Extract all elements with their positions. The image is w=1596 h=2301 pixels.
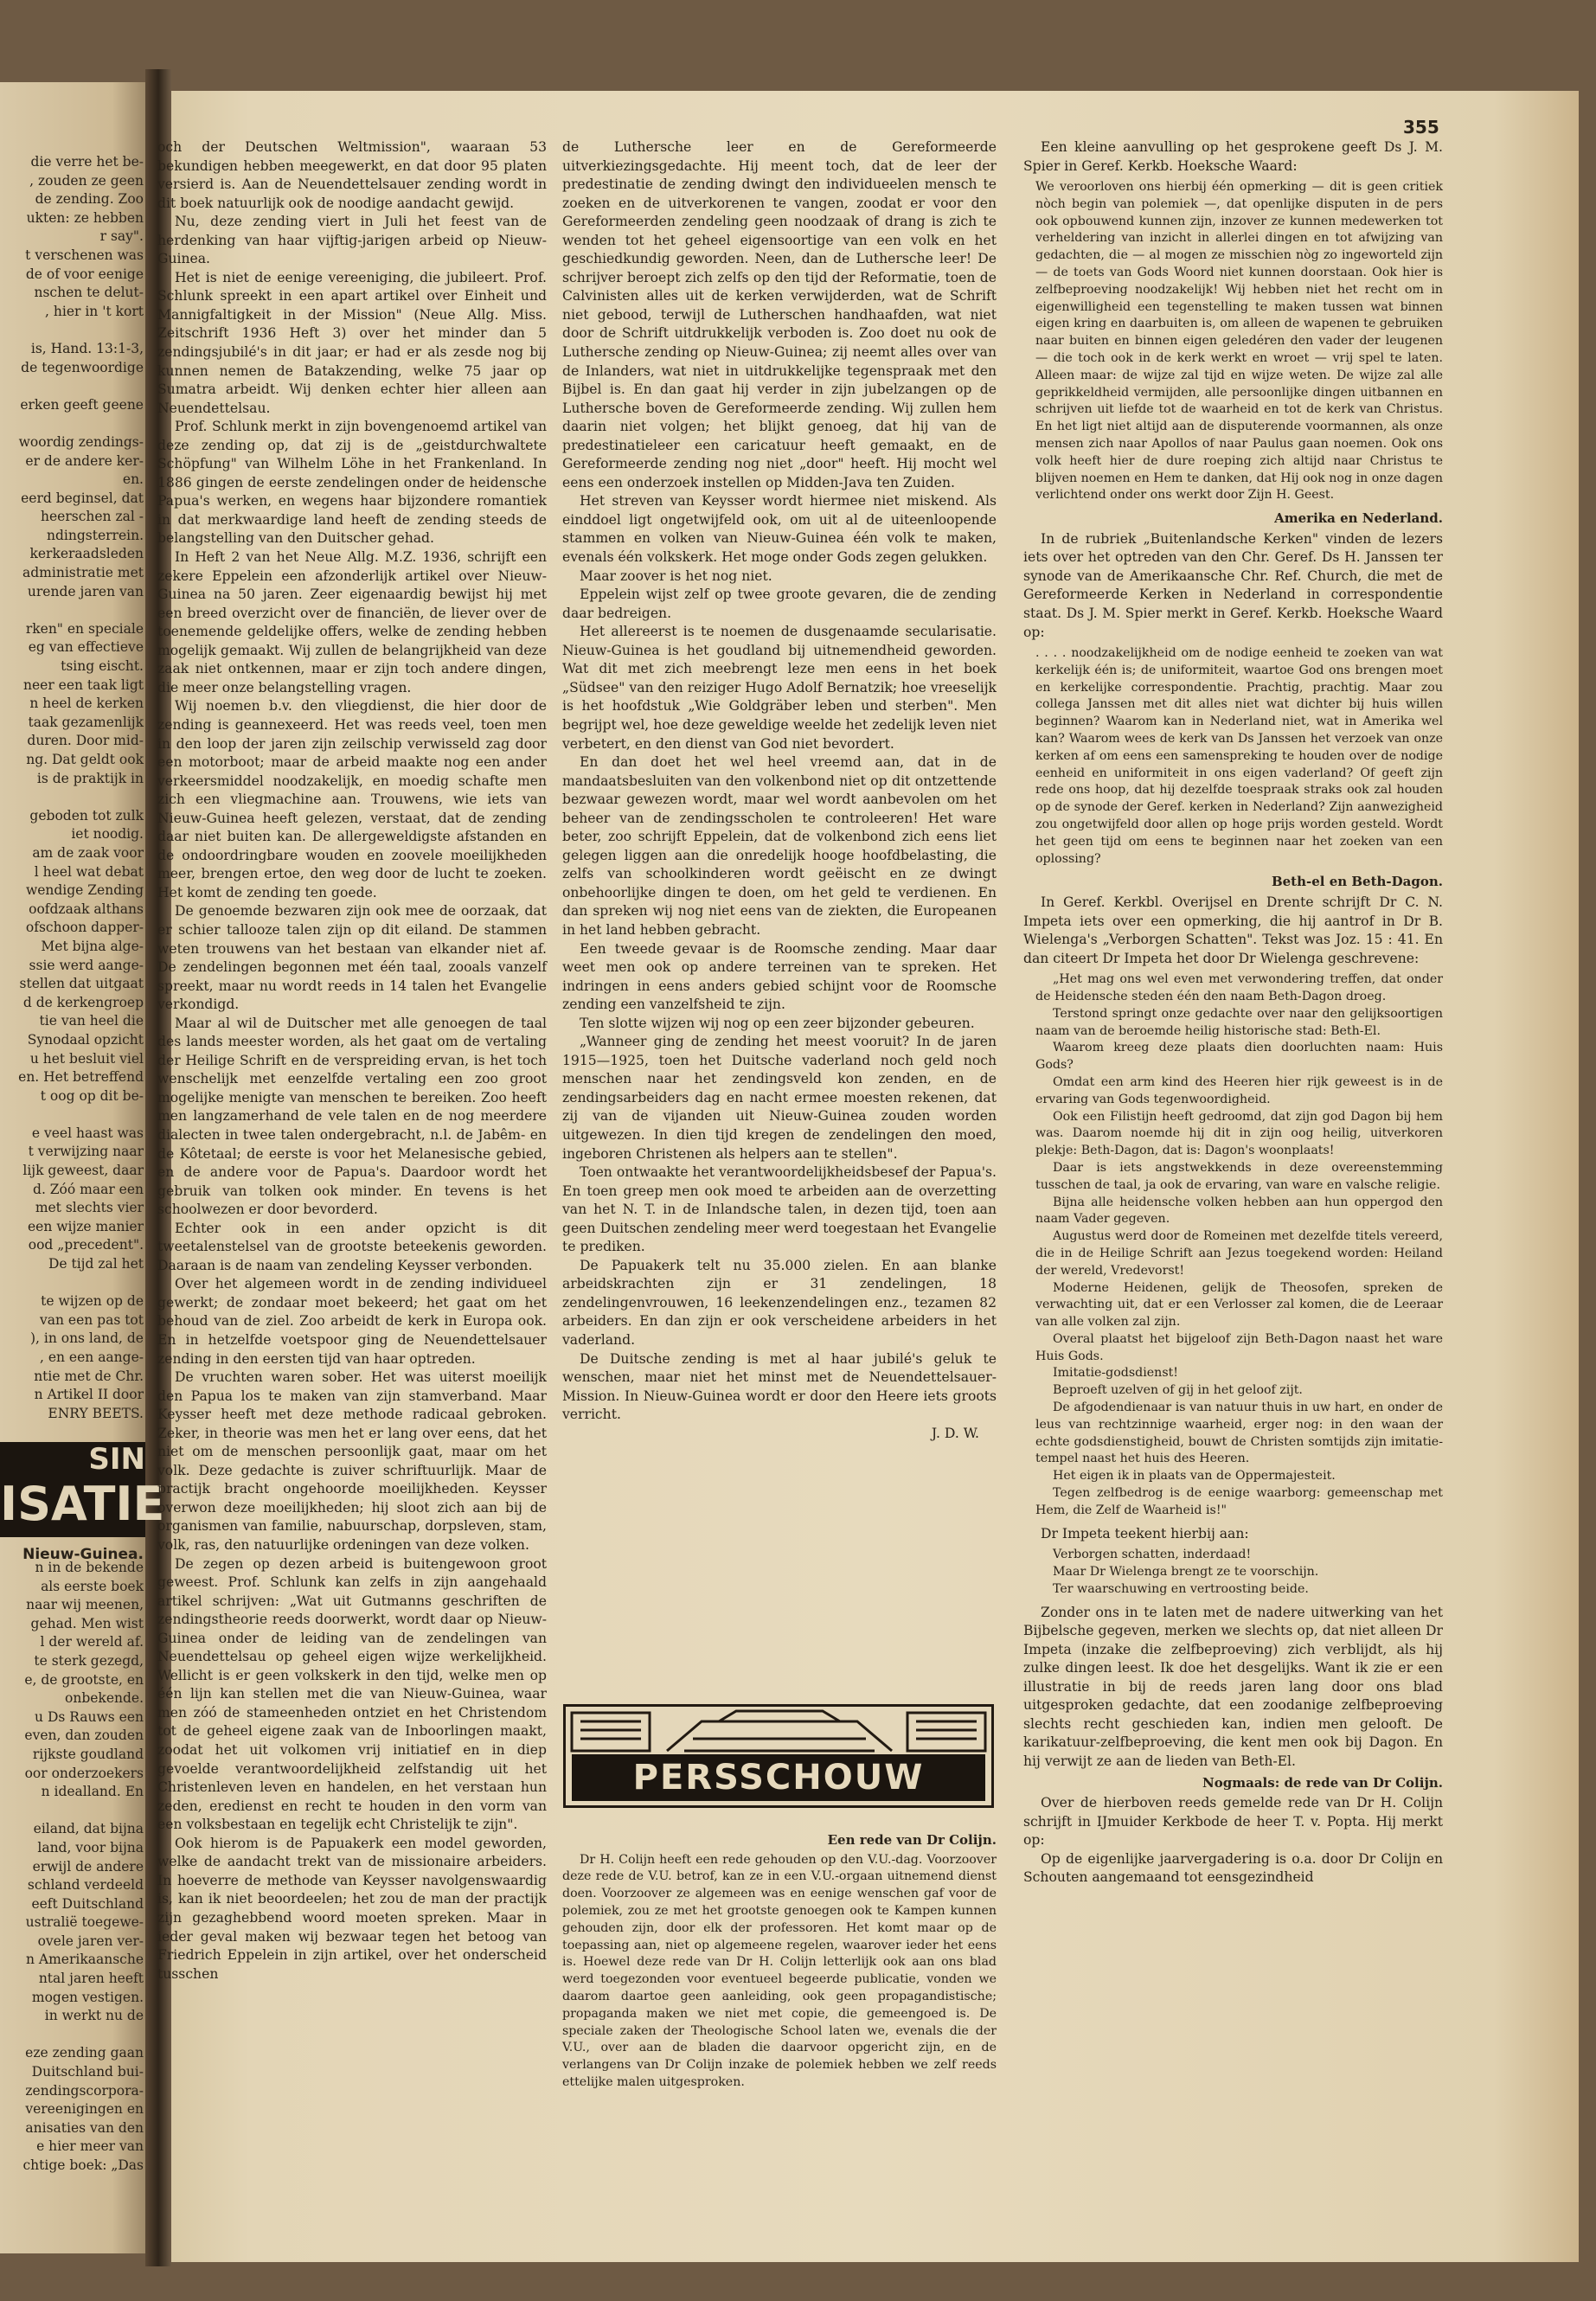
text-fragment: l der wereld af. (40, 1634, 144, 1650)
quote-line: Maar Dr Wielenga brengt ze te voorschijn. (1053, 1565, 1319, 1579)
text-fragment (0, 601, 144, 620)
text-fragment: e veel haast was (31, 1125, 144, 1141)
text-fragment: , en een aange- (40, 1349, 144, 1365)
paragraph: Ten slotte wijzen wij nog op een zeer bijzonder gebeuren. (580, 1015, 975, 1031)
text-fragment: u Ds Rauws een (35, 1708, 144, 1725)
paragraph: Zonder ons in te laten met de nadere uitwerking van het Bijbelsche gegeven, merken we slechts op, dat niet alleen Dr Impeta (inzake die zelfbeproeving) zich verblijdt, als hij zulke dingen leest. Ik doe het desgelijks. Want ik zie er een illustratie in bij de reeds jaren lang door ons blad uitgesproken gedachte, dat een zoodanige zelfbeproeving slechts recht geschieden kan, indien men gelooft. De karikatuur-zelfbeproeving, die kent men ook bij Dagon. En hij verwijt ze aan de lieden van Beth-El. (1023, 1604, 1443, 1769)
paragraph: De zegen op dezen arbeid is buitengewoon groot geweest. Prof. Schlunk kan zelfs in zijn aangehaald artikel schrijven: „Wat uit Gutmanns geschriften de zendingstheorie reeds doorwerkt, wordt daar op Nieuw-Guinea onder de leiding van de zendelingen van Neuendettelsau op geheel eigen wijze werkelijkheid. Wellicht is er geen volkskerk in den tijd, welke men op één lijn kan stellen met die van Nieuw-Guinea, waar men zóó de stameenheden ontziet en het Christendom tot de geheel eigene zaak van de Inboorlingen maakt, zoodat het uit volkomen vrij initiatief en in diep gevoelde verantwoordelijkheid zelfstandig uit het Christenleven leven en handelen, en het verstaan hun zeden, eredienst en recht te houden in den vorm van een volksbestaan en tegelijk echt Christelijk te zijn". (157, 1555, 547, 1833)
text-fragment: eiland, dat bijna (33, 1821, 144, 1837)
text-fragment: woordig zendings- (18, 433, 144, 450)
text-fragment: iet noodig. (71, 826, 144, 843)
text-fragment: lijk geweest, daar (22, 1163, 144, 1179)
quote-line: Augustus werd door de Romeinen met dezelfde titels vereerd, die in de Heilige Schrift aan Jezus toegekend worden: Heiland der wereld, Vredevorst! (1035, 1229, 1443, 1278)
paragraph: Maar zoover is het nog niet. (580, 567, 772, 584)
text-fragment: tie van heel die (39, 1013, 144, 1029)
quote-line: Bijna alle heidensche volken hebben aan hun oppergod den naam Vader gegeven. (1035, 1195, 1443, 1227)
paragraph: De genoemde bezwaren zijn ook mee de oorzaak, dat er schier tallooze talen zijn op dit eiland. De stammen weten trouwens van het bestaan van elkander niet af. De zendelingen begonnen met één taal, zooals vanzelf spreekt, maar nu wordt reeds in 14 talen het Evangelie verkondigd. (157, 903, 547, 1013)
text-fragment: d. Zóó maar een (33, 1181, 144, 1197)
text-fragment: ng. Dat geldt ook (26, 752, 144, 767)
text-fragment: ukten: ze hebben (26, 209, 144, 226)
text-fragment: als eerste boek (41, 1578, 144, 1594)
text-fragment: anisaties van den (25, 2119, 144, 2136)
text-fragment: ntie met de Chr. (34, 1368, 144, 1384)
left-masthead: SIN ISATIE (0, 1442, 145, 1537)
quote-line: Verborgen schatten, inderdaad! (1053, 1548, 1252, 1562)
text-fragment: zendingscorpora- (25, 2082, 144, 2099)
column-2 (562, 138, 997, 1443)
text-fragment (0, 377, 144, 396)
signature: J. D. W. (931, 1425, 979, 1441)
text-fragment: een wijze manier (27, 1218, 144, 1234)
paragraph: Ook hierom is de Papuakerk een model geworden, welke de aandacht trekt van de missionaire arbeiders. In hoeverre de methode van Keysser navolgenswaardig is, kan ik niet beoordeelen; het zou de man der practijk zijn gezaghebbend woord moeten spreken. Maar in ieder geval maken wij bezwaar tegen het betoog van Friedrich Eppelein in zijn artikel, over het onderscheid tusschen (157, 1835, 547, 1982)
text-fragment: ofschoon dapper- (25, 920, 144, 936)
paragraph: Een kleine aanvulling op het gesprokene geeft Ds J. M. Spier in Geref. Kerkb. Hoeksche Waard: (1023, 139, 1443, 174)
text-fragment: , hier in 't kort (45, 303, 144, 319)
text-fragment: n idealland. En (41, 1784, 144, 1800)
text-fragment: Synodaal opzicht (27, 1031, 144, 1048)
text-fragment: en. Het betreffend (18, 1069, 144, 1086)
text-fragment: de tegenwoordige (21, 359, 144, 375)
text-fragment: en. (122, 471, 144, 488)
text-fragment: rken" en speciale (25, 620, 144, 637)
text-fragment: gehad. Men wist (30, 1615, 144, 1631)
quote-block (1035, 1547, 1443, 1598)
paragraph: Het is niet de eenige vereeniging, die jubileert. Prof. Schlunk spreekt in een apart artikel over Einheit und Mannigfaltigkeit in der Mission" (Neue Allg. Miss. Zeitschrift 1936 Heft 3) over het minder dan 5 zendingsjubilé's in dit jaar; er had er als zesde nog bij kunnen nemen de Batakzending, welke 75 jaar op Sumatra arbeidt. Wij denken echter hier alleen aan Neuendettelsau. (157, 269, 547, 416)
paragraph: En dan doet het wel heel vreemd aan, dat in de mandaatsbesluiten van den volkenbond niet op dit ontzettende bezwaar gewezen wordt, maar wel wordt aanbevolen om het beheer van de zendingsscholen te controleeren! Het ware beter, zoo schrijft Eppelein, dat de volkenbond zich eens liet gelegen liggen aan die onredelijk hooge hoofdbelasting, die zelfs van schoolkinderen wordt geëischt en ze dwingt onbehoorlijke dingen te doen, om het geld te verdienen. En dan spreken wij nog niet eens van de ziekten, die Europeanen in het land hebben gebracht. (562, 754, 997, 938)
text-fragment: am de zaak voor (32, 844, 144, 861)
paragraph: De Duitsche zending is met al haar jubilé's geluk te wenschen, maar niet het minst met de Neuendettelsauer-Mission. In Nieuw-Guinea wordt er door den Heere iets groots verricht. (562, 1350, 997, 1423)
text-fragment: administratie met (22, 565, 144, 581)
text-fragment (0, 1274, 144, 1293)
text-fragment: n Artikel II door (34, 1387, 144, 1403)
text-fragment: t verwijzing naar (28, 1144, 144, 1160)
text-fragment: ), in ons land, de (29, 1330, 144, 1347)
paragraph: In de rubriek „Buitenlandsche Kerken" vinden de lezers iets over het optreden van den Chr. Geref. Ds H. Janssen ter synode van de Amerikaansche Chr. Ref. Church, die met de Gereformeerde Kerken in Nederland in correspondentie staat. Ds J. M. Spier merkt in Geref. Kerkb. Hoeksche Waard op: (1023, 530, 1443, 640)
text-fragment: eeft Duitschland (31, 1895, 144, 1912)
paragraph: Wij noemen b.v. den vliegdienst, die hier door de zending is geannexeerd. Het was reeds veel, toen men in den loop der jaren zijn zeilschip verwisseld zag door een motorboot; maar de arbeid maakte nog een ander verkeersmiddel noodzakelijk, en moedig schafte men zich een vliegmachine aan. Trouwens, wie iets van Nieuw-Guinea heeft gelezen, verstaat, dat de zending daar niet buiten kan. De allergeweldigste afstanden en de ondoordringbare wouden en zoovele moeilijkheden meer, brengen ertoe, den weg door de lucht te zoeken. Het komt de zending ten goede. (157, 698, 547, 901)
text-fragment: u het besluit viel (29, 1050, 144, 1067)
paragraph: Eppelein wijst zelf op twee groote gevaren, die de zending daar bedreigen. (562, 586, 997, 621)
paragraph: Over het algemeen wordt in de zending individueel gewerkt; de zondaar moet bekeerd; het gaat om het behoud van de ziel. Zoo arbeidt de kerk in Europa ook. En in hetzelfde voetspoor ging de Neuendettelsauer zending in den eersten tijd van haar optreden. (157, 1276, 547, 1367)
quote: . . . . noodzakelijkheid om de nodige eenheid te zoeken van wat kerkelijk één is; de uniformiteit, waartoe God ons brengen moet en kerkelijke correspondentie. Prachtig, prachtig. Maar zou collega Janssen met dit alles niet wat dichter bij huis willen beginnen? Waarom kan in Nederland niet, wat in Amerika wel kan? Waarom wees de kerk van Ds Janssen het verzoek van onze kerken af om eens een samenspreking te houden over de nodige eenheid en uniformiteit in ons eigen vaderland? Of geeft zijn rede ons hoop, dat hij dezelfde toespraak straks ook zal houden op de synode der Geref. kerken in Nederland? Zijn aanwezigheid zou ongetwijfeld door allen op hoge prijs worden gesteld. Wordt het geen tijd om eens te beginnen naar het zoeken van een oplossing? (1035, 646, 1443, 866)
text-fragment: stellen dat uitgaat (19, 976, 144, 992)
quote-line: Imitatie-godsdienst! (1053, 1366, 1179, 1381)
paragraph: och der Deutschen Weltmission", waaraan 53 bekundigen hebben meegewerkt, en dat door 95 platen versierd is. Aan de Neuendettelsauer zending wordt in dit boek natuurlijk ook de noodige aandacht gewijd. (157, 139, 547, 211)
left-column-fragments (0, 82, 144, 1423)
text-fragment: n in de bekende (35, 1560, 144, 1575)
text-fragment: eze zending gaan (25, 2045, 144, 2061)
paragraph: de Luthersche leer en de Gereformeerde uitverkiezingsgedachte. Hij meent toch, dat de leer der predestinatie de zending dwingt den individueelen mensch te zoeken en de uitverkorenen te vangen, zoodat er voor den Gereformeerden zendeling geen noodzaak of drang is zich te wenden tot het geheel eigensoortige van een volk en het geschiedkundig geworden. Neen, dan de Luthersche leer! De schrijver beroept zich zelfs op den tijd der Reformatie, toen de Calvinisten alles uit de kerken verwijderden, wat de Schrift niet gebood, terwijl de Lutherschen handhaafden, wat niet door de Schrift uitdrukkelijk verboden is. Zoo doet nu ook de Luthersche zending op Nieuw-Guinea; zij neemt alles over van de Inlanders, wat niet in uitdrukkelijke tegenspraak met den Bijbel is. En dan gaat hij verder in zijn jubelzangen op de Luthersche boven de Gereformeerde zending. Wij zullen hem daarin niet volgen; het blijkt genoeg, dat hij van de predestinatieleer een caricatuur heeft gemaakt, en de Gereformeerde zending nog niet „door" heeft. Hij mocht wel eens een onderzoek instellen op Midden-Java ten Zuiden. (562, 139, 997, 490)
text-fragment: in werkt nu de (44, 2008, 144, 2024)
text-fragment: n Amerikaansche (26, 1952, 144, 1968)
text-fragment: t verschenen was (25, 247, 144, 263)
text-fragment: ssie werd aange- (29, 957, 144, 973)
text-fragment: van een pas tot (40, 1311, 144, 1328)
text-fragment: land, voor bijna (37, 1839, 144, 1856)
text-fragment: duren. Door mid- (27, 733, 144, 749)
column-2-press-review (562, 1829, 997, 2092)
text-fragment: met slechts vier (35, 1200, 144, 1216)
paragraph: „Wanneer ging de zending het meest vooruit? In de jaren 1915—1925, toen het Duitsche vaderland noch geld noch menschen naar het zendingsveld kon zenden, en de zendingsarbeiders dag en nacht ermee moesten rekenen, dat zij van de vijanden uit Nieuw-Guinea zouden worden uitgewezen. In dien tijd kregen de zendelingen den moed, ingeboren Christenen als helpers aan te stellen". (562, 1034, 997, 1162)
text-fragment: naar wij meenen, (26, 1597, 144, 1613)
text-fragment (0, 1106, 144, 1125)
quote-line: Ook een Filistijn heeft gedroomd, dat zijn god Dagon bij hem was. Daarom noemde hij dit in zijn oog heilig, uitverkoren plekje: Beth-Dagon, dat is: Dagon's woonplaats! (1035, 1109, 1443, 1158)
quote-line: Terstond springt onze gedachte over naar den gelijksoortigen naam van de beroemde heilig historische stad: Beth-El. (1035, 1006, 1443, 1038)
quote-line: Beproeft uzelven of gij in het geloof zijt. (1053, 1383, 1303, 1398)
text-fragment: die verre het be- (30, 154, 144, 170)
left-column-fragments-2 (0, 1488, 144, 2176)
text-fragment: Met bijna alge- (41, 938, 144, 954)
text-fragment: ndingsterrein. (47, 527, 144, 543)
text-fragment: e, de grootste, en (24, 1671, 144, 1688)
paragraph: Dr H. Colijn heeft een rede gehouden op den V.U.-dag. Voorzoover deze rede de V.U. betrof, kan ze in een V.U.-orgaan uitnemend dienst doen. Voorzoover ze algemeen was en eenige wenschen gaf voor de polemiek, zou ze met het grootste genoegen ook te Kampen kunnen gehouden zijn, door elk der professoren. Het komt maar op de toepassing aan, niet op algemeene regelen, waarover ieder het eens is. Hoewel deze rede van Dr H. Colijn letterlijk ook aan ons blad werd toegezonden voor eventueel begeerde publicatie, vonden we daarom daartoe geen aanleiding, ook geen propagandistische; propaganda maken we niet met copie, die gemeengoed is. De speciale zaken der Theologische School laten we, evenals die der V.U., over aan de bladen die daarvoor opgericht zijn, en de verlangens van Dr Colijn inzake de polemiek hebben we zelf reeds ettelijke malen uitgesproken. (562, 1852, 997, 2089)
text-fragment: er de andere ker- (25, 452, 144, 469)
text-fragment: taak gezamenlijk (28, 714, 144, 730)
text-fragment: n heel de kerken (29, 695, 144, 712)
text-fragment: chtige boek: „Das (22, 2157, 144, 2173)
paragraph: De vruchten waren sober. Het was uiterst moeilijk den Papua los te maken van zijn stamverband. Maar Keysser heeft met deze methode radicaal gebroken. Zeker, in theorie was men het er lang over eens, dat het niet om de menschen persoonlijk gaat, maar om het volk. Deze gedachte is zuiver schriftuurlijk. Maar de practijk bracht ongehoorde moeilijkheden. Keysser overwon deze moeilijkheden; hij sloot zich aan bij de organismen van familie, nabuurschap, dorpsleven, stam, volk, ras, den natuurlijke ordeningen van deze volken. (157, 1369, 547, 1554)
quote-line: Overal plaatst het bijgeloof zijn Beth-Dagon naast het ware Huis Gods. (1035, 1331, 1443, 1363)
text-fragment (0, 2026, 144, 2045)
text-fragment: Duitschland bui- (31, 2064, 144, 2080)
quote-line: Tegen zelfbedrog is de eenige waarborg: gemeenschap met Hem, die Zelf de Waarheid is!" (1035, 1486, 1443, 1517)
text-fragment: ood „precedent". (28, 1237, 144, 1253)
section-heading: Een rede van Dr Colijn. (827, 1832, 997, 1848)
text-fragment: neer een taak ligt (22, 676, 144, 693)
quote-line: De afgodendienaar is van natuur thuis in uw hart, en onder de leus van rechtzinnige waarheid, erger nog: in den waan der echte godsdienstigheid, bouwt de Christen somtijds zijn imitatie-tempel naast het huis des Heeren. (1035, 1400, 1443, 1466)
page-number: 355 (1403, 117, 1439, 138)
paragraph: Toen ontwaakte het verantwoordelijkheidsbesef der Papua's. En toen greep men ook moed te arbeiden aan de overzetting van het N. T. in de Inlandsche talen, in dezen tijd, toen aan geen Duitschen zendeling meer werd toegestaan het Evangelie te prediken. (562, 1164, 997, 1255)
text-fragment: t oog op dit be- (40, 1087, 144, 1104)
paragraph: Het allereerst is te noemen de dusgenaamde secularisatie. Nieuw-Guinea is het goudland bij uitnemendheid geworden. Wat dit met zich meebrengt leze men eens in het boek „Südsee" van den reiziger Hugo Adolf Bernatzik; hoe vreeselijk is het hoofdstuk „Wie Goldgräber leben und sterben". Men begrijpt wel, hoe deze geweldige weelde het zedelijk leven niet verbetert, en den dienst van God niet bevordert. (562, 624, 997, 752)
masthead-illustration (563, 1704, 994, 1756)
paragraph: Dr Impeta teekent hierbij aan: (1041, 1525, 1249, 1541)
quote-line: Ter waarschuwing en vertroosting beide. (1053, 1581, 1309, 1596)
quote-line: Waarom kreeg deze plaats dien doorluchten naam: Huis Gods? (1035, 1041, 1443, 1073)
text-fragment: even, dan zouden (24, 1727, 144, 1744)
quote-line: Daar is iets angstwekkends in deze overeenstemming tusschen de taal, ja ook de ervaring, van ware en valsche religie. (1035, 1160, 1443, 1192)
text-fragment: vereenigingen en (25, 2101, 144, 2118)
text-fragment: oofdzaak althans (29, 901, 144, 917)
paragraph: De Papuakerk telt nu 35.000 zielen. En aan blanke arbeidskrachten zijn er 31 zendelingen, 18 zendelingenvrouwen, 16 leekenzendelingen enz., tezamen 82 arbeiders. En dan zijn er ook verscheidene arbeiders in het vaderland. (562, 1257, 997, 1348)
text-fragment (0, 788, 144, 807)
text-fragment: de zending. Zoo (35, 191, 144, 208)
paragraph: Op de eigenlijke jaarvergadering is o.a. door Dr Colijn en Schouten aangemaand tot eensgezindheid (1023, 1850, 1443, 1886)
section-heading: Beth-el en Beth-Dagon. (1271, 874, 1443, 890)
text-fragment: te sterk gezegd, (34, 1652, 144, 1669)
text-fragment: l heel wat debat (34, 863, 144, 880)
text-fragment: heerschen zal - (41, 509, 144, 525)
text-fragment: eerd beginsel, dat (21, 490, 144, 506)
text-fragment: nschen te delut- (34, 285, 144, 301)
quote-line: Omdat een arm kind des Heeren hier rijk geweest is in de ervaring van Gods tegenwoordigheid. (1035, 1074, 1443, 1106)
text-fragment: rijkste goudland (32, 1746, 144, 1762)
section-heading: Nogmaals: de rede van Dr Colijn. (1202, 1774, 1443, 1791)
text-fragment: e hier meer van (36, 2138, 144, 2155)
text-fragment: is de praktijk in (36, 770, 144, 786)
text-fragment: kerkeraadsleden (29, 546, 144, 562)
paragraph: In Geref. Kerkbl. Overijsel en Drente schrijft Dr C. N. Impeta iets over een opmerking, die hij aantrof in Dr B. Wielenga's „Verborgen Schatten". Tekst was Joz. 15 : 41. En dan citeert Dr Impeta het door Dr Wielenga geschrevene: (1023, 894, 1443, 966)
paragraph: Echter ook in een ander opzicht is dit tweetalenstelsel van de grootste beteekenis geworden. Daaraan is de naam van zendeling Keysser verbonden. (157, 1220, 547, 1273)
text-fragment: de of voor eenige (25, 266, 144, 282)
paragraph: Over de hierboven reeds gemelde rede van Dr H. Colijn schrijft in IJmuider Kerkbode de heer T. v. Popta. Hij merkt op: (1023, 1795, 1443, 1849)
text-fragment: d de kerkengroep (22, 994, 144, 1010)
text-fragment: eg van effectieve (28, 639, 144, 656)
text-fragment: De tijd zal het (48, 1256, 144, 1272)
text-fragment: mogen vestigen. (31, 1989, 144, 2005)
quote-line: „Het mag ons wel even met verwondering treffen, dat onder de Heidensche steden één den naam Beth-Dagon droeg. (1035, 972, 1443, 1003)
text-fragment: erwijl de andere (32, 1858, 144, 1875)
column-3 (1023, 138, 1443, 1888)
text-fragment: erken geeft geene (20, 396, 144, 413)
paragraph: Nu, deze zending viert in Juli het feest van de herdenking van haar vijftig-jarigen arbeid op Nieuw-Guinea. (157, 214, 547, 267)
paragraph: Prof. Schlunk merkt in zijn bovengenoemd artikel van deze zending op, dat zij is de „geistdurchwaltete Schöpfung" van Wilhelm Löhe in het Frankenland. In 1886 gingen de eerste zendelingen onder de heidensche Papua's werken, en wegens haar bijzondere romantiek in dat merkwaardige land heeft de zending steeds de belangstelling van den Duitscher gehad. (157, 419, 547, 547)
text-fragment: , zouden ze geen (29, 172, 144, 189)
text-fragment: urende jaren van (27, 583, 144, 599)
text-fragment: wendige Zending (25, 882, 144, 899)
text-fragment: tsing eischt. (61, 658, 144, 675)
text-fragment (0, 1802, 144, 1821)
text-fragment: ustralië toegewe- (25, 1914, 144, 1931)
text-fragment: ntal jaren heeft (38, 1971, 144, 1987)
text-fragment: is, Hand. 13:1-3, (30, 340, 144, 356)
section-heading: Amerika en Nederland. (1274, 510, 1443, 527)
paragraph: Maar al wil de Duitscher met alle genoegen de taal des lands meester worden, als het gaat om de vertaling der Heilige Schrift en de verspreiding ervan, is het toch wenschelijk met eenzelfde vertaling een zoo groot mogelijke menigte van menschen te bereiken. Zoo heeft men langzamerhand de vele talen en de nog meerdere dialecten in twee talen ondergebracht, n.l. de Jabêm- en de Kôtetaal; de eerste is voor het Melanesische gebied, en de andere voor de Papua's. Daardoor wordt het gebruik van tolken ook minder. En tevens is het schoolwezen er door bevorderd. (157, 1015, 547, 1218)
text-fragment: onbekende. (65, 1690, 144, 1707)
persschouw-masthead (563, 1704, 994, 1808)
quote-line: Moderne Heidenen, gelijk de Theosofen, spreken de verwachting uit, dat er een Verlosser zal komen, die de Leeraar van alle volken zal zijn. (1035, 1280, 1443, 1330)
persschouw-title: PERSSCHOUW (632, 1758, 925, 1798)
text-fragment: schland verdeeld (27, 1877, 144, 1894)
quote-line: Het eigen ik in plaats van de Oppermajesteit. (1053, 1469, 1336, 1484)
left-masthead-subtitle: Nieuw-Guinea. (22, 1546, 144, 1563)
text-fragment: te wijzen op de (41, 1293, 144, 1310)
paragraph: Het streven van Keysser wordt hiermee niet miskend. Als einddoel ligt ongetwijfeld ook, om uit al de uiteenloopende stammen en volken van Nieuw-Guinea één volk te maken, evenals één volkskerk. Het moge onder Gods zegen gelukken. (562, 493, 997, 566)
text-fragment: geboden tot zulk (29, 807, 144, 824)
text-fragment: ovele jaren ver- (37, 1932, 144, 1949)
text-fragment: ENRY BEETS. (48, 1405, 144, 1421)
column-1 (157, 138, 547, 1984)
quote: We veroorloven ons hierbij één opmerking — dit is geen critiek nòch begin van polemiek —, dat openlijke disputen in de pers ook opbouwend kunnen zijn, inzover ze kunnen medewerken tot verheldering van inzicht in allerlei dingen en tot afwijzing van gedachten, die — al mogen ze misschien nòg zo ingeworteld zijn — de toets van Gods Woord niet kunnen doorstaan. Ook hier is zelfbeproeving noodzakelijk! Wij hebben niet het recht om in eigenwilligheid een tegenstelling te maken tussen wat binnen eigen kring en daarbuiten is, om alleen de wapenen te gebruiken naar buiten en binnen eigen geledéren den vader der leugenen — die toch ook in de kerk werkt en wroet — vrij spel te laten. Alleen maar: de wijze zal tijd en wijze weten. De wijze zal alle geprikkeldheid vermijden, alle persoonlijke dingen uitbannen en schrijven uit liefde tot de waarheid en tot de kerk van Christus. En het ligt niet altijd aan de disputerende voormannen, als onze mensen zich naar Apollos of naar Paulus gaan noemen. Ook ons volk heeft hier de dure roeping zich altijd naar Christus te blijven noemen en Hem te danken, dat Hij ook nog in onze dagen verlichtend onder ons werkt door Zijn H. Geest. (1035, 180, 1443, 503)
text-fragment: r say". (99, 228, 144, 245)
quote-block (1035, 971, 1443, 1520)
text-fragment (0, 321, 144, 340)
text-fragment (0, 414, 144, 433)
paragraph: In Heft 2 van het Neue Allg. M.Z. 1936, schrijft een zekere Eppelein een afzonderlijk artikel over Nieuw-Guinea na 50 jaren. Zeer eigenaardig bewijst hij met een breed overzicht over de financiën, de liever over de toenemende geldelijke offers, welke de zending hebben mogelijk gemaakt. Wij zullen de belangrijkheid van deze zaak niet ontkennen, maar er zijn toch andere dingen, die meer onze belangstelling vragen. (157, 549, 547, 695)
paragraph: Een tweede gevaar is de Roomsche zending. Maar daar weet men ook op andere terreinen van te spreken. Het indringen in eens anders gebied schijnt voor de Roomsche zending een vanzelfsheid te zijn. (562, 940, 997, 1013)
text-fragment: oor onderzoekers (24, 1765, 144, 1781)
